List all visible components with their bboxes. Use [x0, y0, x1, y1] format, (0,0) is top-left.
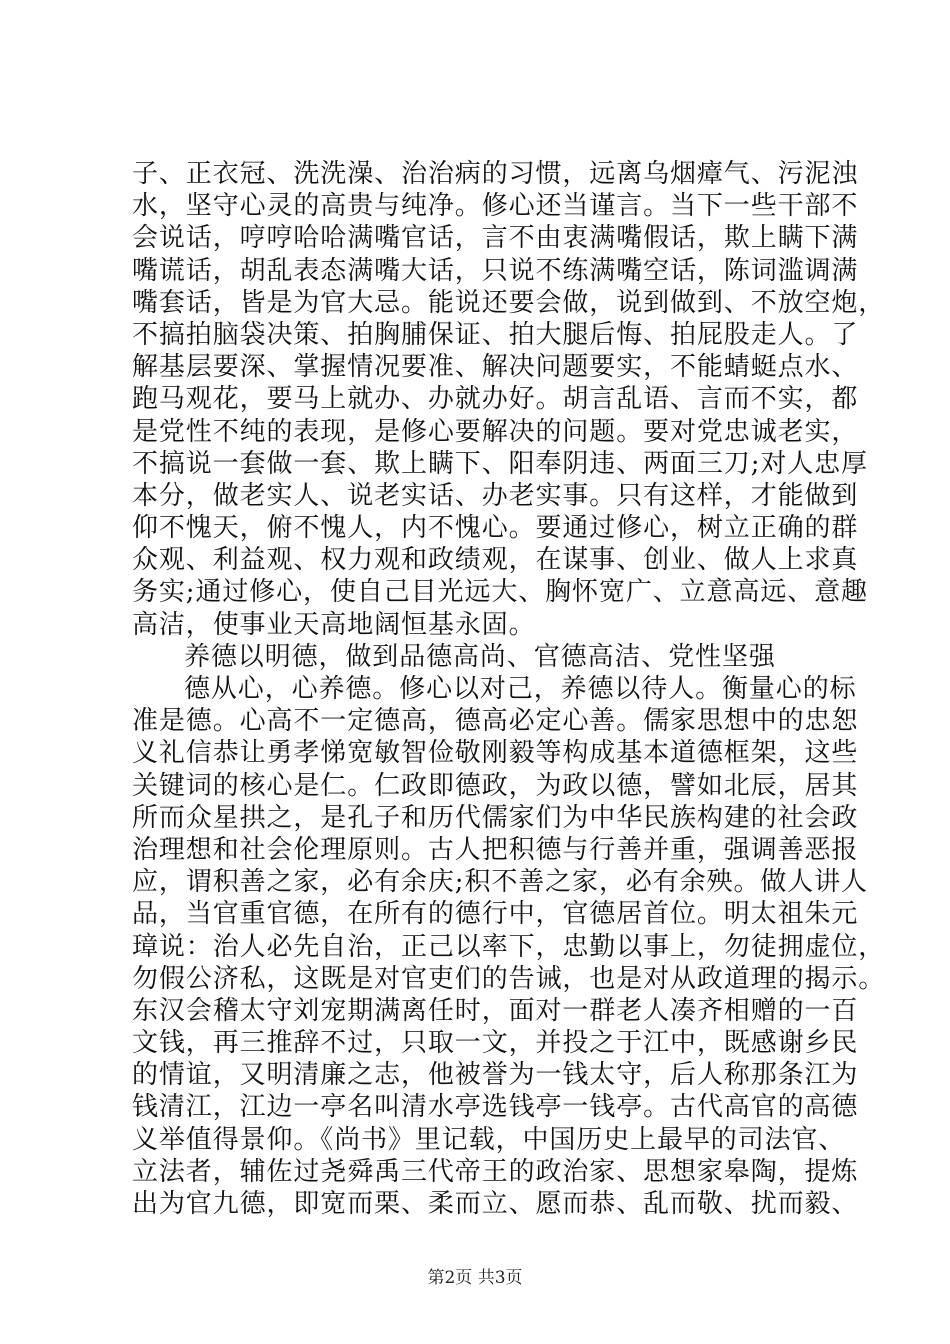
text-line: 品，当官重官德，在所有的德行中，官德居首位。明太祖朱元	[132, 899, 859, 930]
text-line: 跑马观花，要马上就办、办就办好。胡言乱语、言而不实，都	[132, 384, 859, 415]
text-line: 仰不愧天，俯不愧人，内不愧心。要通过修心，树立正确的群	[132, 513, 859, 544]
text-line: 高洁，使事业天高地阔恒基永固。	[132, 609, 536, 640]
text-line: 义礼信恭让勇孝悌宽敏智俭敬刚毅等构成基本道德框架，这些	[132, 738, 859, 769]
text-line: 务实;通过修心，使自己目光远大、胸怀宽广、立意高远、意趣	[132, 577, 868, 608]
text-line: 东汉会稽太守刘宠期满离任时，面对一群老人凑齐相赠的一百	[132, 995, 859, 1026]
text-line: 文钱，再三推辞不过，只取一文，并投之于江中，既感谢乡民	[132, 1028, 859, 1059]
text-line: 子、正衣冠、洗洗澡、治治病的习惯，远离乌烟瘴气、污泥浊	[132, 159, 859, 189]
text-line: 所而众星拱之，是孔子和历代儒家们为中华民族构建的社会政	[132, 802, 859, 833]
text-line: 嘴谎话，胡乱表态满嘴大话，只说不练满嘴空话，陈词滥调满	[132, 255, 859, 286]
text-line: 璋说：治人必先自治，正己以率下，忠勤以事上，勿徒拥虚位，	[132, 931, 886, 962]
text-line: 关键词的核心是仁。仁政即德政，为政以德，譬如北辰，居其	[132, 770, 859, 801]
text-line: 不搞拍脑袋决策、拍胸脯保证、拍大腿后悔、拍屁股走人。了	[132, 319, 859, 350]
text-line: 应，谓积善之家，必有余庆;积不善之家，必有余殃。做人讲人	[132, 867, 868, 898]
text-line: 义举值得景仰。《尚书》里记载，中国历史上最早的司法官、	[132, 1124, 846, 1155]
paragraph-first-line: 德从心，心养德。修心以对己，养德以待人。衡量心的标	[184, 674, 857, 704]
text-line: 立法者，辅佐过尧舜禹三代帝王的政治家、思想家皋陶，提炼	[132, 1156, 859, 1187]
text-line: 解基层要深、掌握情况要准、解决问题要实，不能蜻蜓点水、	[132, 352, 859, 383]
text-line: 的情谊，又明清廉之志，他被誉为一钱太守，后人称那条江为	[132, 1060, 859, 1091]
text-line: 准是德。心高不一定德高，德高必定心善。儒家思想中的忠恕	[132, 706, 859, 737]
text-line: 治理想和社会伦理原则。古人把积德与行善并重，强调善恶报	[132, 834, 859, 865]
section-heading: 养德以明德，做到品德高尚、官德高洁、党性坚强	[184, 641, 776, 672]
text-line: 水，坚守心灵的高贵与纯净。修心还当谨言。当下一些干部不	[132, 191, 859, 222]
page-number-footer: 第2页 共3页	[427, 1268, 523, 1288]
text-line: 不搞说一套做一套、欺上瞒下、阳奉阴违、两面三刀;对人忠厚	[132, 448, 868, 479]
text-line: 出为官九德，即宽而栗、柔而立、愿而恭、乱而敬、扰而毅、	[132, 1189, 859, 1219]
text-line: 嘴套话，皆是为官大忌。能说还要会做，说到做到、不放空炮，	[132, 287, 886, 318]
text-line: 钱清江，江边一亭名叫清水亭选钱亭一钱亭。古代高官的高德	[132, 1092, 859, 1123]
text-line: 本分，做老实人、说老实话、办老实事。只有这样，才能做到	[132, 480, 859, 511]
text-line: 会说话，哼哼哈哈满嘴官话，言不由衷满嘴假话，欺上瞒下满	[132, 223, 859, 254]
body-text	[132, 158, 886, 1220]
text-line: 勿假公济私，这既是对官吏们的告诫，也是对从政道理的揭示。	[132, 963, 886, 994]
text-line: 众观、利益观、权力观和政绩观，在谋事、创业、做人上求真	[132, 545, 859, 576]
text-line: 是党性不纯的表现，是修心要解决的问题。要对党忠诚老实，	[132, 416, 859, 447]
